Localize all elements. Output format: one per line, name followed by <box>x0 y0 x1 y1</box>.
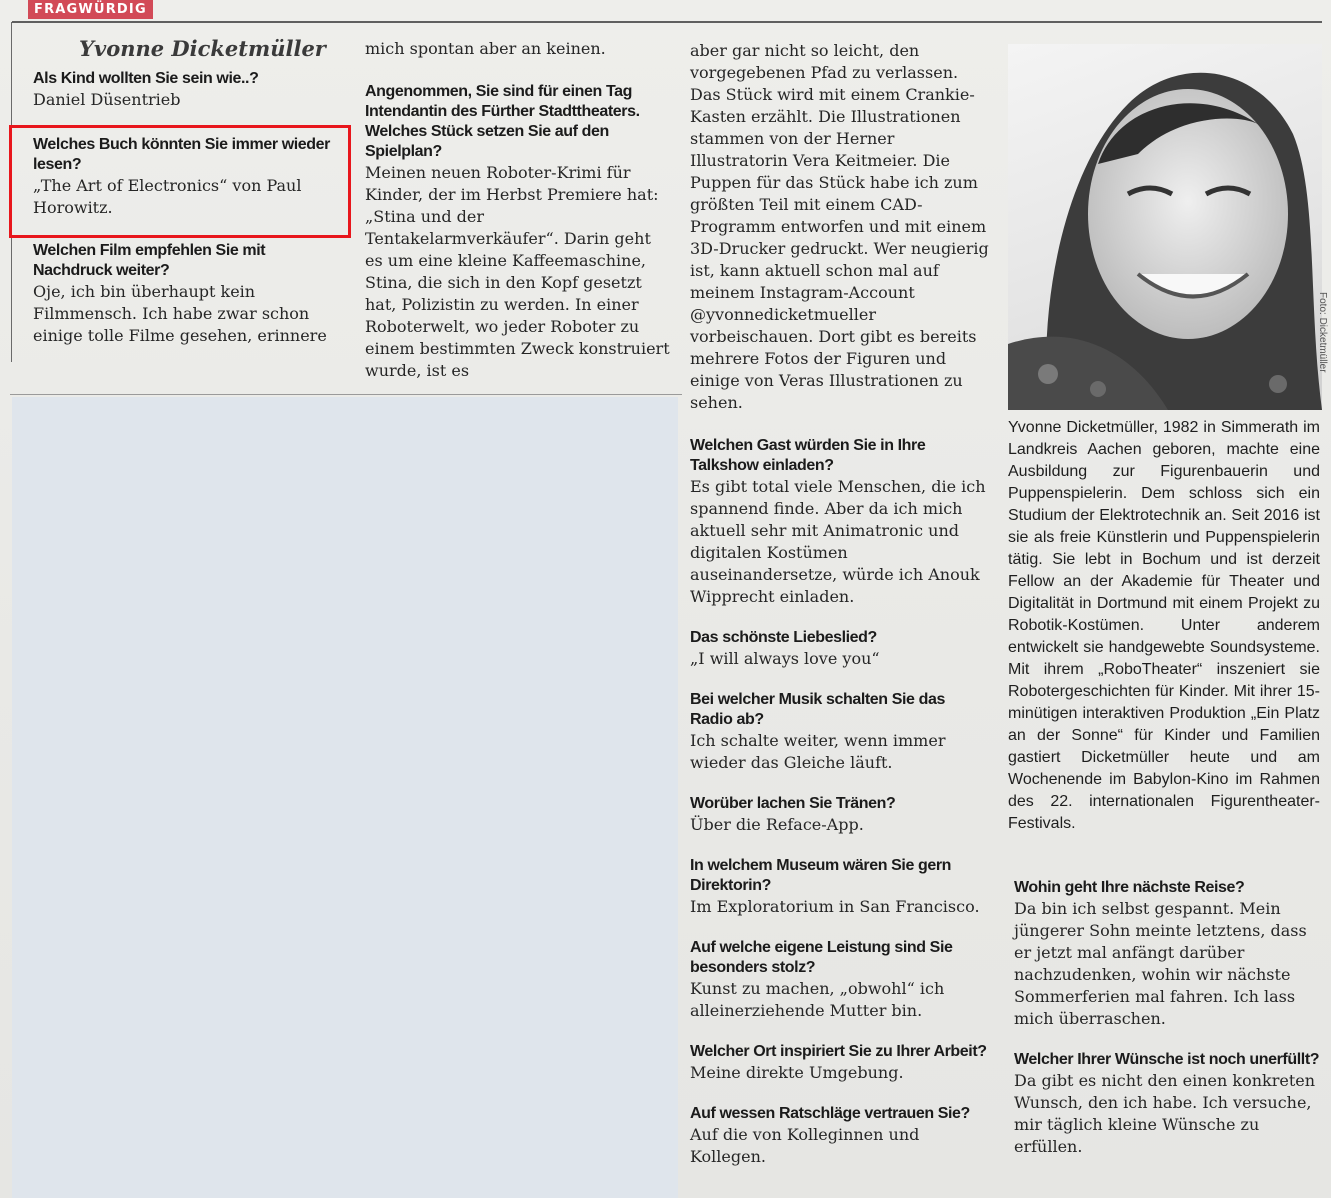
blank-area <box>12 397 678 1198</box>
answer: Oje, ich bin überhaupt kein Filmmensch. Ich habe zwar schon einige tolle Filme gesehen, erinnere <box>33 282 327 345</box>
column-4-qa <box>1014 878 1320 1172</box>
answer: „I will always love you“ <box>690 649 880 668</box>
answer: Da gibt es nicht den einen konkreten Wunsch, den ich habe. Ich versuche, mir täglich kleine Wünsche zu erfüllen. <box>1014 1071 1316 1156</box>
question: Auf welche eigene Leistung sind Sie besonders stolz? <box>690 939 953 976</box>
article-title: Yvonne Dicketmüller <box>79 36 326 61</box>
continued-text: mich spontan aber an keinen. <box>365 39 606 58</box>
column-4-bio <box>1008 417 1320 835</box>
answer: Kunst zu machen, „obwohl“ ich alleinerziehende Mutter bin. <box>690 979 945 1020</box>
answer: Meinen neuen Roboter-Krimi für Kinder, der im Herbst Premiere hat: „Stina und der Tentakelarmverkäufer“. Darin geht es um eine kleine Kaffeemaschine, Stina, die sich in den Kopf gesetzt hat, Polizistin zu werden. In einer Roboterwelt, wo jeder Roboter zu einem bestimmten Zweck konstruiert wurde, ist es <box>365 163 670 380</box>
answer: Im Exploratorium in San Francisco. <box>690 897 980 916</box>
answer: Daniel Düsentrieb <box>33 90 181 109</box>
question: Wohin geht Ihre nächste Reise? <box>1014 879 1245 896</box>
portrait-illustration <box>1008 44 1322 410</box>
answer: „The Art of Electronics“ von Paul Horowitz. <box>33 176 302 217</box>
question: In welchem Museum wären Sie gern Direktorin? <box>690 857 952 894</box>
question: Auf wessen Ratschläge vertrauen Sie? <box>690 1105 970 1122</box>
highlight-box <box>9 125 351 238</box>
top-rule <box>12 21 1322 23</box>
answer: Ich schalte weiter, wenn immer wieder das Gleiche läuft. <box>690 731 946 772</box>
question: Worüber lachen Sie Tränen? <box>690 795 896 812</box>
question: Welchen Gast würden Sie in Ihre Talkshow einladen? <box>690 437 926 474</box>
column-2 <box>365 38 670 396</box>
answer: Es gibt total viele Menschen, die ich spannend finde. Aber da ich mich aktuell sehr mit Animatronic und digitalen Kostümen auseinandersetze, würde ich Anouk Wipprecht einladen. <box>690 477 986 606</box>
question: Welchen Film empfehlen Sie mit Nachdruck weiter? <box>33 242 266 279</box>
answer: Auf die von Kolleginnen und Kollegen. <box>690 1125 920 1166</box>
portrait-photo <box>1008 44 1322 410</box>
answer: Da bin ich selbst gespannt. Mein jüngerer Sohn meinte letztens, dass er jetzt mal anfängt darüber nachzudenken, wohin wir nächste Sommerferien mal fahren. Ich lass mich überraschen. <box>1014 899 1307 1028</box>
answer: Meine direkte Umgebung. <box>690 1063 904 1082</box>
column-3 <box>690 40 990 1182</box>
section-tag: FRAGWÜRDIG <box>28 0 153 19</box>
question: Bei welcher Musik schalten Sie das Radio ab? <box>690 691 945 728</box>
question: Welches Buch könnten Sie immer wieder lesen? <box>33 136 330 173</box>
author-bio: Yvonne Dicketmüller, 1982 in Simmerath im Landkreis Aachen geboren, machte eine Ausbildung zur Figurenbauerin und Puppenspielerin. Dem schloss sich ein Studium der Elektrotechnik an. Seit 2016 ist sie als freie Künstlerin und Puppenspielerin tätig. Sie lebt in Bochum und ist derzeit Fellow an der Akademie für Theater und Digitalität in Dortmund mit einem Projekt zu Robotik-Kostümen. Unter anderem entwickelt sie handgewebte Soundsysteme. Mit ihrem „RoboTheater“ inszeniert sie Robotergeschichten für Kinder. Mit ihrer 15-minütigen interaktiven Produktion „Ein Platz an der Sonne“ für Kinder und Familien gastiert Dicketmüller heute und am Wochenende im Babylon-Kino im Rahmen des 22. internationalen Figurentheater-Festivals. <box>1008 419 1320 832</box>
question: Welcher Ihrer Wünsche ist noch unerfüllt? <box>1014 1051 1320 1068</box>
question: Das schönste Liebeslied? <box>690 629 877 646</box>
question: Angenommen, Sie sind für einen Tag Intendantin des Fürther Stadttheaters. Welches Stück setzen Sie auf den Spielplan? <box>365 83 640 160</box>
continued-text: aber gar nicht so leicht, den vorgegebenen Pfad zu verlassen. Das Stück wird mit einem Crankie-Kasten erzählt. Die Illustrationen stammen von der Herner Illustratorin Vera Keitmeier. Die Puppen für das Stück habe ich zum größten Teil mit einem CAD-Programm entworfen und mit einem 3D-Drucker gedruckt. Wer neugierig ist, kann aktuell schon mal auf meinem Instagram-Account @yvonnedicketmueller vorbeischauen. Dort gibt es bereits mehrere Fotos der Figuren und einige von Veras Illustrationen zu sehen. <box>690 41 989 412</box>
question: Welcher Ort inspiriert Sie zu Ihrer Arbeit? <box>690 1043 987 1060</box>
answer: Über die Reface-App. <box>690 815 864 834</box>
photo-credit: Foto: Dicketmüller <box>1317 292 1328 373</box>
question: Als Kind wollten Sie sein wie..? <box>33 70 259 87</box>
